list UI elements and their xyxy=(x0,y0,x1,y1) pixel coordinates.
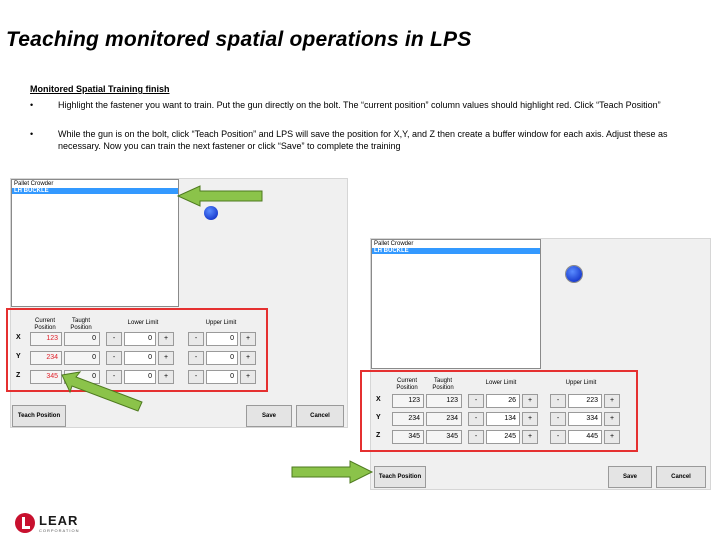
lear-logo xyxy=(14,512,104,536)
upper-increment-button[interactable]: + xyxy=(240,370,256,384)
lower-decrement-button[interactable]: - xyxy=(106,351,122,365)
lower-limit-field[interactable]: 134 xyxy=(486,412,520,426)
current-position-cell: 234 xyxy=(392,412,424,426)
upper-limit-field[interactable]: 445 xyxy=(568,430,602,444)
col-lower-limit: Lower Limit xyxy=(127,320,159,326)
lower-limit-field[interactable]: 0 xyxy=(124,370,156,384)
taught-position-cell: 0 xyxy=(64,351,100,365)
taught-position-cell: 234 xyxy=(426,412,462,426)
upper-limit-field[interactable]: 223 xyxy=(568,394,602,408)
lower-increment-button[interactable]: + xyxy=(158,370,174,384)
lower-limit-field[interactable]: 0 xyxy=(124,332,156,346)
upper-increment-button[interactable]: + xyxy=(240,351,256,365)
upper-increment-button[interactable]: + xyxy=(604,430,620,444)
upper-decrement-button[interactable]: - xyxy=(550,394,566,408)
col-upper-limit: Upper Limit xyxy=(565,380,597,386)
lower-decrement-button[interactable]: - xyxy=(106,370,122,384)
green-arrow-icon xyxy=(178,186,262,206)
lower-decrement-button[interactable]: - xyxy=(106,332,122,346)
subheading: Monitored Spatial Training finish xyxy=(30,84,170,94)
axis-label: Y xyxy=(376,414,381,421)
upper-limit-field[interactable]: 0 xyxy=(206,332,238,346)
current-position-cell: 234 xyxy=(30,351,62,365)
lower-increment-button[interactable]: + xyxy=(522,394,538,408)
lower-increment-button[interactable]: + xyxy=(522,430,538,444)
lower-increment-button[interactable]: + xyxy=(158,351,174,365)
upper-limit-field[interactable]: 0 xyxy=(206,370,238,384)
list-header: Pallet Crowder xyxy=(374,241,414,247)
taught-position-cell: 0 xyxy=(64,332,100,346)
taught-position-cell: 345 xyxy=(426,430,462,444)
lower-decrement-button[interactable]: - xyxy=(468,430,484,444)
col-taught-position: Taught Position xyxy=(432,378,454,391)
current-position-cell: 123 xyxy=(392,394,424,408)
taught-position-cell: 0 xyxy=(64,370,100,384)
screen1-save-button[interactable]: Save xyxy=(246,405,292,427)
upper-increment-button[interactable]: + xyxy=(604,412,620,426)
axis-label: Y xyxy=(16,353,21,360)
bullet-dot: • xyxy=(30,129,34,139)
upper-limit-field[interactable]: 334 xyxy=(568,412,602,426)
upper-increment-button[interactable]: + xyxy=(604,394,620,408)
current-position-cell: 345 xyxy=(392,430,424,444)
lower-limit-field[interactable]: 245 xyxy=(486,430,520,444)
upper-decrement-button[interactable]: - xyxy=(550,430,566,444)
logo-subtitle: CORPORATION xyxy=(39,528,80,533)
col-current-position: Current Position xyxy=(396,378,418,391)
screen2-cancel-button[interactable]: Cancel xyxy=(656,466,706,488)
lower-increment-button[interactable]: + xyxy=(522,412,538,426)
lower-decrement-button[interactable]: - xyxy=(468,394,484,408)
current-position-cell: 345 xyxy=(30,370,62,384)
col-taught-position: Taught Position xyxy=(70,318,92,331)
col-upper-limit: Upper Limit xyxy=(205,320,237,326)
axis-label: Z xyxy=(16,372,21,379)
lear-logo-icon xyxy=(14,512,36,534)
taught-position-cell: 123 xyxy=(426,394,462,408)
current-position-cell: 123 xyxy=(30,332,62,346)
upper-decrement-button[interactable]: - xyxy=(550,412,566,426)
list-header: Pallet Crowder xyxy=(14,181,54,187)
slide-title: Teaching monitored spatial operations in LPS xyxy=(6,28,472,51)
green-arrow-icon xyxy=(292,461,372,483)
upper-decrement-button[interactable]: - xyxy=(188,370,204,384)
screen1-teach-position-button[interactable]: Teach Position xyxy=(12,405,66,427)
green-arrow-icon xyxy=(62,372,142,411)
axis-label: Z xyxy=(376,432,381,439)
list-item-selected[interactable]: LH BUCKLE xyxy=(12,188,178,194)
col-current-position: Current Position xyxy=(34,318,56,331)
logo-name: LEAR xyxy=(39,513,79,528)
screen1-cancel-button[interactable]: Cancel xyxy=(296,405,344,427)
screen2-teach-position-button[interactable]: Teach Position xyxy=(374,466,426,488)
axis-label: X xyxy=(376,396,381,403)
col-lower-limit: Lower Limit xyxy=(485,380,517,386)
upper-limit-field[interactable]: 0 xyxy=(206,351,238,365)
lower-limit-field[interactable]: 0 xyxy=(124,351,156,365)
lower-decrement-button[interactable]: - xyxy=(468,412,484,426)
screen2-save-button[interactable]: Save xyxy=(608,466,652,488)
list-item-selected[interactable]: LH BUCKLE xyxy=(372,248,540,254)
upper-decrement-button[interactable]: - xyxy=(188,351,204,365)
upper-decrement-button[interactable]: - xyxy=(188,332,204,346)
lower-limit-field[interactable]: 26 xyxy=(486,394,520,408)
bullet-text: Highlight the fastener you want to train. Put the gun directly on the bolt. The “current position” column values should highlight red. Click “Teach Position” xyxy=(58,100,661,110)
bullet-dot: • xyxy=(30,100,34,110)
upper-increment-button[interactable]: + xyxy=(240,332,256,346)
bullet-text: While the gun is on the bolt, click “Teach Position” and LPS will save the position for X,Y, and Z then create a buffer window for each axis. Adjust these as necessary. Now you can train the next fastener or click “Save” to complete the training xyxy=(58,129,668,151)
lower-increment-button[interactable]: + xyxy=(158,332,174,346)
axis-label: X xyxy=(16,334,21,341)
